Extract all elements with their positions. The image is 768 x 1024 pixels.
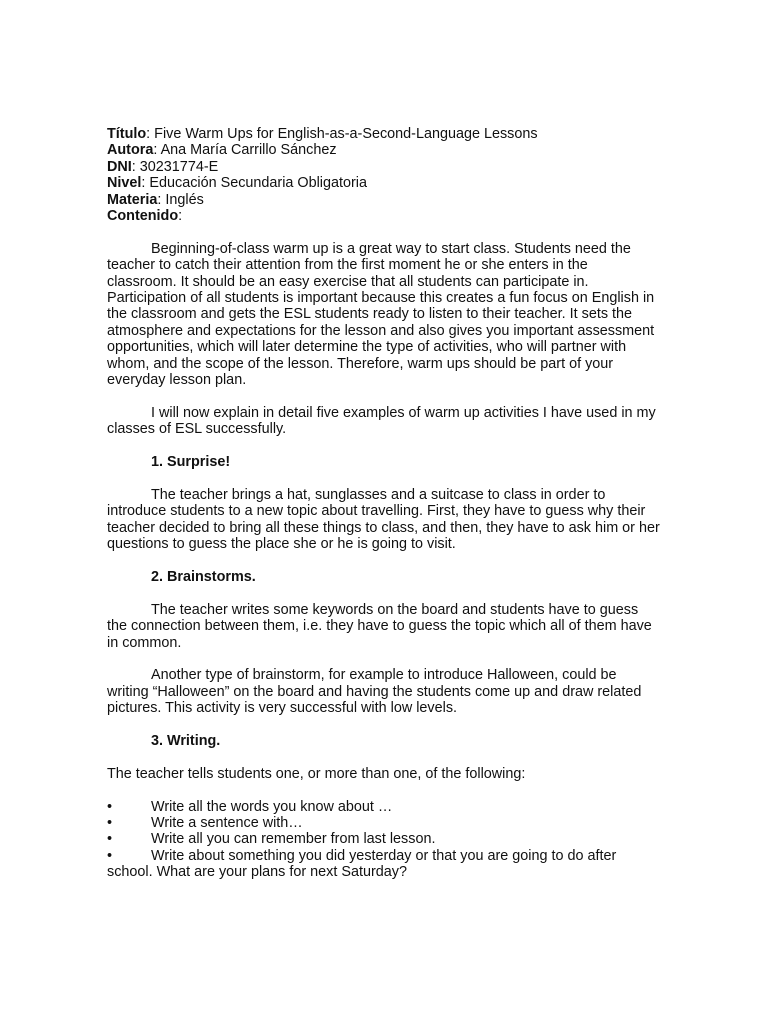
- bullet-item: [107, 815, 660, 831]
- meta-content: [107, 208, 660, 224]
- meta-content-value: :: [178, 208, 183, 225]
- meta-level: [107, 175, 660, 191]
- meta-subject-value: : Inglés: [157, 191, 204, 208]
- surprise-paragraph: The teacher brings a hat, sunglasses and a suitcase to class in order to introduce students to a new topic about travelling. First, they have to guess why their teacher decided to bring all these things to class, and then, they have to ask him or her questions to guess the place she or he is going to visit.: [107, 486, 660, 553]
- spacer: [107, 388, 660, 404]
- meta-title-value: : Five Warm Ups for English-as-a-Second-Language Lessons: [146, 126, 538, 142]
- bullet-text: Write a sentence with…: [151, 814, 303, 831]
- bullet-item: [107, 799, 660, 815]
- bullet-marker: •: [107, 814, 113, 831]
- brainstorms-paragraph-1: The teacher writes some keywords on the board and students have to guess the connection between them, i.e. they have to guess the topic which all of them have in common.: [107, 601, 652, 651]
- spacer: [107, 224, 660, 240]
- spacer: [107, 782, 660, 798]
- meta-author: [107, 142, 660, 158]
- meta-dni-value: : 30231774-E: [131, 158, 219, 175]
- spacer: [107, 438, 660, 454]
- writing-intro: The teacher tells students one, or more than one, of the following:: [107, 765, 526, 782]
- meta-content-label: Contenido: [107, 208, 179, 225]
- bullet-item: [107, 831, 660, 847]
- meta-subject-label: Materia: [107, 191, 158, 208]
- section-heading-writing: 3. Writing.: [151, 732, 221, 749]
- bullet-item: [107, 848, 660, 881]
- section-heading-surprise: 1. Surprise!: [151, 454, 231, 471]
- meta-subject: [107, 192, 660, 208]
- spacer: [107, 749, 660, 765]
- intro-paragraph: Beginning-of-class warm up is a great way to start class. Students need the teacher to catch their attention from the first moment he or she enters in the classroom. It should be an easy exercise that all students can participate in. Participation of all students is important because this creates a fun focus on English in the classroom and gets the ESL students ready to listen to their teacher. It sets the atmosphere and expectations for the lesson and also gives you important assessment opportunities, which will later determine the type of activities, who will partner with whom, and the scope of the lesson. Therefore, warm ups should be part of your everyday lesson plan.: [107, 240, 655, 389]
- meta-author-value: : Ana María Carrillo Sánchez: [153, 142, 337, 159]
- bullet-text: Write all you can remember from last lesson.: [151, 831, 436, 848]
- document-content: [107, 126, 660, 881]
- meta-title: [107, 126, 660, 142]
- spacer: [107, 651, 660, 667]
- meta-level-label: Nivel: [107, 175, 142, 192]
- bullet-marker: •: [107, 798, 113, 815]
- meta-level-value: : Educación Secundaria Obligatoria: [141, 175, 367, 192]
- spacer: [107, 470, 660, 486]
- bullet-text: Write about something you did yesterday or that you are going to do after school. What are your plans for next Saturday?: [107, 847, 617, 881]
- meta-dni: [107, 159, 660, 175]
- bullet-text: Write all the words you know about …: [151, 798, 393, 815]
- section-heading-brainstorms: 2. Brainstorms.: [151, 568, 256, 585]
- brainstorms-paragraph-2: Another type of brainstorm, for example to introduce Halloween, could be writing “Halloween” on the board and having the students come up and draw related pictures. This activity is very successful with low levels.: [107, 667, 642, 717]
- explain-paragraph: I will now explain in detail five examples of warm up activities I have used in my classes of ESL successfully.: [107, 404, 656, 438]
- bullet-marker: •: [107, 847, 113, 864]
- bullet-marker: •: [107, 831, 113, 848]
- meta-dni-label: DNI: [107, 158, 132, 175]
- spacer: [107, 717, 660, 733]
- spacer: [107, 585, 660, 601]
- meta-title-label: Título: [107, 126, 147, 142]
- meta-author-label: Autora: [107, 142, 154, 159]
- spacer: [107, 553, 660, 569]
